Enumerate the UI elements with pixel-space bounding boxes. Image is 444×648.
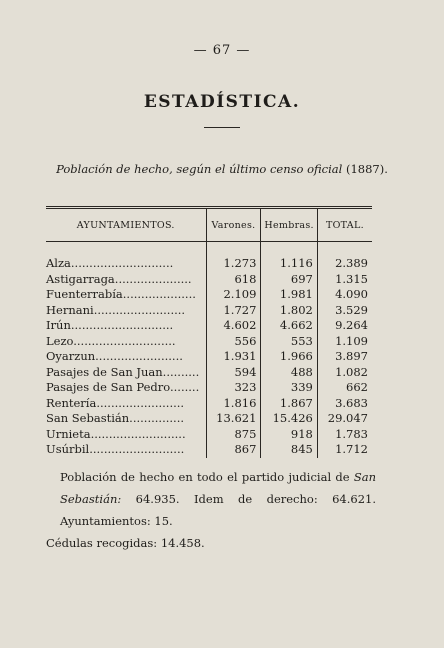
- cedulas-line: Cédulas recogidas: 14.458.: [46, 536, 205, 550]
- municipality-name: [46, 365, 206, 381]
- varones-value: 1.816: [206, 396, 261, 412]
- table-row: [46, 365, 372, 381]
- municipality-label: Irún: [46, 318, 71, 332]
- title-rule: [204, 127, 240, 128]
- leader-dots: .....................: [114, 271, 192, 286]
- municipality-label: Alza: [46, 256, 71, 270]
- varones-value: 594: [206, 365, 261, 381]
- varones-value: 2.109: [206, 287, 261, 303]
- leader-dots: ..........: [162, 364, 200, 379]
- table-caption: [0, 162, 444, 176]
- summary-text-c: 64.935. Idem de derecho: 64.621. Ayuntamientos: 15.: [60, 492, 377, 528]
- summary-text-a: Población de hecho en todo el partido judicial de: [60, 470, 350, 484]
- page-title: ESTADÍSTICA.: [143, 92, 301, 112]
- total-value: 1.315: [317, 272, 372, 288]
- municipality-label: Fuenterrabía: [46, 287, 123, 301]
- hembras-value: 697: [261, 272, 317, 288]
- header-varones: Varones.: [206, 208, 261, 242]
- total-value: 1.082: [317, 365, 372, 381]
- leader-dots: ..........................: [90, 426, 186, 441]
- municipality-name: [46, 272, 206, 288]
- hembras-value: 339: [261, 380, 317, 396]
- table-row: [46, 411, 372, 427]
- municipality-name: [46, 427, 206, 443]
- leader-dots: ........................: [95, 349, 183, 363]
- total-value: 29.047: [317, 411, 372, 427]
- leader-dots: ...............: [129, 411, 185, 425]
- table-body: [46, 242, 372, 458]
- hembras-value: 1.966: [261, 349, 317, 365]
- table-row: [46, 318, 372, 334]
- table-spacer-row: [46, 242, 372, 257]
- leader-dots: .........................: [93, 302, 186, 317]
- varones-value: 323: [206, 380, 261, 396]
- total-value: 3.529: [317, 303, 372, 319]
- hembras-value: 1.981: [261, 287, 317, 303]
- table-row: [46, 380, 372, 396]
- leader-dots: ........................: [96, 395, 185, 410]
- varones-value: 867: [206, 442, 261, 458]
- hembras-value: 4.662: [261, 318, 317, 334]
- varones-value: 875: [206, 427, 261, 443]
- summary-paragraph: [46, 466, 376, 554]
- spacer-cell: [317, 242, 372, 257]
- leader-dots: ....................: [122, 287, 196, 301]
- leader-dots: ........: [170, 380, 200, 394]
- municipality-name: [46, 442, 206, 458]
- hembras-value: 553: [261, 334, 317, 350]
- header-ayuntamientos: AYUNTAMIENTOS.: [46, 208, 206, 242]
- leader-dots: ............................: [70, 256, 174, 270]
- varones-value: 556: [206, 334, 261, 350]
- summary-place: San Sebastián:: [60, 470, 377, 506]
- table-row: [46, 334, 372, 350]
- caption-year: (1887).: [346, 162, 388, 176]
- population-table: [46, 206, 372, 458]
- municipality-name: [46, 411, 206, 427]
- municipality-name: [46, 287, 206, 303]
- table-row: [46, 349, 372, 365]
- leader-dots: ............................: [73, 333, 176, 348]
- varones-value: 13.621: [206, 411, 261, 427]
- hembras-value: 1.802: [261, 303, 317, 319]
- varones-value: 1.727: [206, 303, 261, 319]
- municipality-name: [46, 380, 206, 396]
- total-value: 3.683: [317, 396, 372, 412]
- hembras-value: 845: [261, 442, 317, 458]
- municipality-label: Oyarzun: [46, 349, 96, 363]
- varones-value: 4.602: [206, 318, 261, 334]
- summary-line: [46, 466, 376, 532]
- leader-dots: ............................: [70, 318, 174, 332]
- varones-value: 1.931: [206, 349, 261, 365]
- municipality-name: [46, 334, 206, 350]
- table-row: [46, 256, 372, 272]
- total-value: 1.712: [317, 442, 372, 458]
- municipality-label: Astigarraga: [46, 271, 115, 286]
- municipality-label: Pasajes de San Pedro: [46, 380, 170, 394]
- spacer-cell: [46, 242, 206, 257]
- municipality-name: [46, 318, 206, 334]
- caption-text: Población de hecho, según el último censo oficial: [56, 162, 343, 176]
- municipality-name: [46, 303, 206, 319]
- municipality-label: Usúrbil: [46, 442, 90, 456]
- varones-value: 618: [206, 272, 261, 288]
- table-header-row: [46, 208, 372, 242]
- hembras-value: 15.426: [261, 411, 317, 427]
- municipality-name: [46, 256, 206, 272]
- municipality-label: San Sebastián: [46, 411, 130, 425]
- table-row: [46, 287, 372, 303]
- hembras-value: 488: [261, 365, 317, 381]
- total-value: 3.897: [317, 349, 372, 365]
- table-row: [46, 272, 372, 288]
- leader-dots: ..........................: [89, 442, 185, 456]
- table-row: [46, 396, 372, 412]
- total-value: 662: [317, 380, 372, 396]
- municipality-label: Urnieta: [46, 426, 91, 441]
- header-total: TOTAL.: [317, 208, 372, 242]
- municipality-label: Lezo: [46, 333, 74, 348]
- header-hembras: Hembras.: [261, 208, 317, 242]
- page-number: — 67 —: [193, 43, 251, 58]
- total-value: 1.783: [317, 427, 372, 443]
- municipality-label: Hernani: [46, 302, 94, 317]
- varones-value: 1.273: [206, 256, 261, 272]
- hembras-value: 1.116: [261, 256, 317, 272]
- spacer-cell: [261, 242, 317, 257]
- hembras-value: 1.867: [261, 396, 317, 412]
- table-row: [46, 427, 372, 443]
- total-value: 4.090: [317, 287, 372, 303]
- municipality-name: [46, 396, 206, 412]
- municipality-label: Rentería: [46, 395, 97, 410]
- total-value: 9.264: [317, 318, 372, 334]
- hembras-value: 918: [261, 427, 317, 443]
- municipality-name: [46, 349, 206, 365]
- spacer-cell: [206, 242, 261, 257]
- table-row: [46, 303, 372, 319]
- total-value: 1.109: [317, 334, 372, 350]
- table-row: [46, 442, 372, 458]
- total-value: 2.389: [317, 256, 372, 272]
- municipality-label: Pasajes de San Juan: [46, 364, 163, 379]
